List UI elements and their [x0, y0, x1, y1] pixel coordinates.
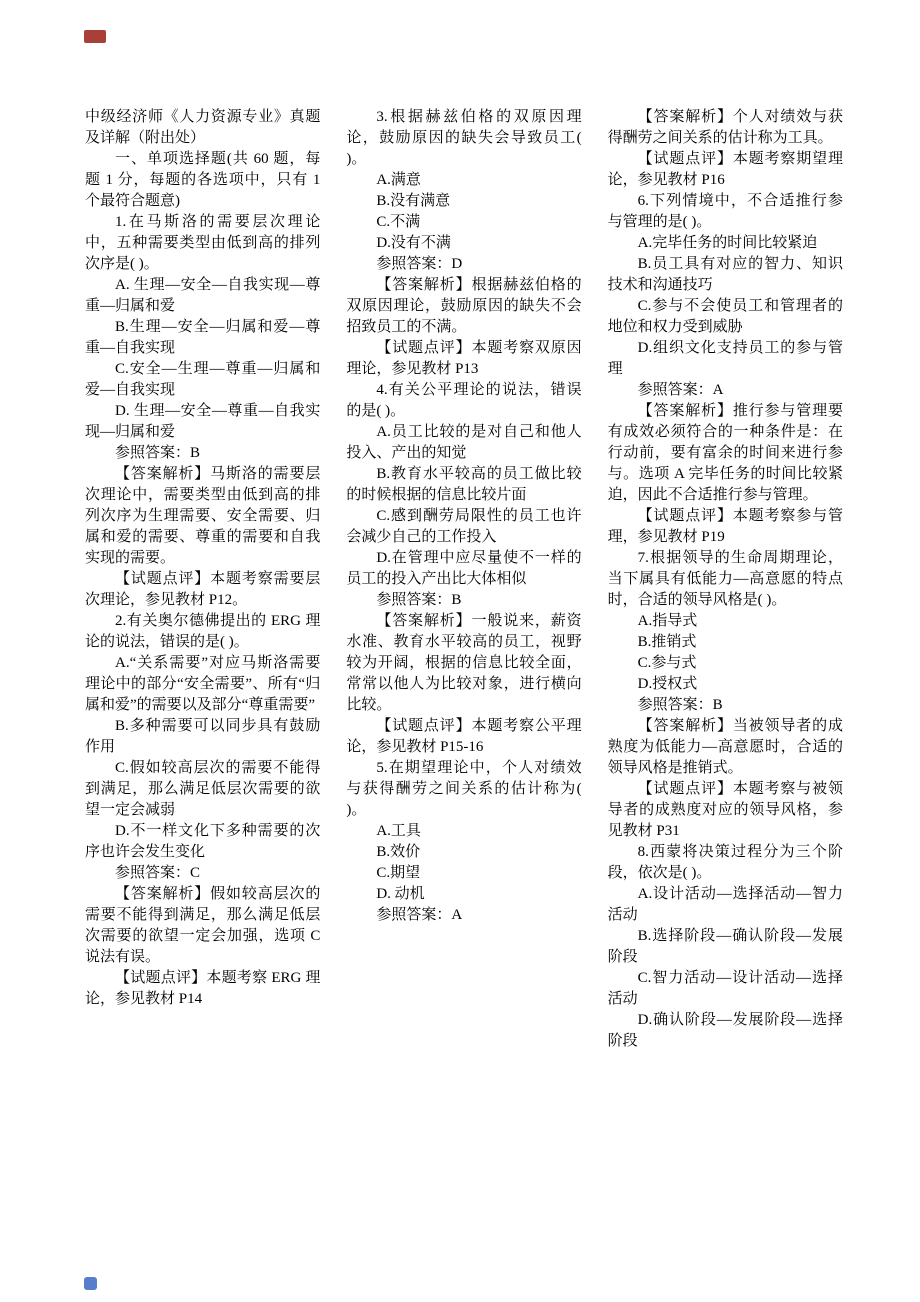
- paragraph-option: A.工具: [376, 823, 421, 839]
- paragraph-review: 【试题点评】本题考察期望理论，参见教材 P16: [607, 151, 843, 188]
- paragraph-option: A.指导式: [637, 613, 698, 629]
- paragraph-answer: 参照答案：B: [637, 697, 723, 713]
- paragraph-option: C.假如较高层次的需要不能得到满足，那么满足低层次需要的欲望一定会减弱: [85, 760, 321, 818]
- paragraph-option: A.“关系需要”对应马斯洛需要理论中的部分“安全需要”、所有“归属和爱”的需要以及部分“尊重需要”: [85, 655, 321, 713]
- blue-mark-icon: [84, 1277, 97, 1290]
- paragraph-analysis: 【答案解析】假如较高层次的需要不能得到满足，那么满足低层次需要的欲望一定会加强，选项 C 说法有误。: [85, 886, 321, 965]
- document-page: [85, 107, 843, 1052]
- paragraph-option: B.教育水平较高的员工做比较的时候根据的信息比较片面: [346, 466, 582, 503]
- paragraph-analysis: 【答案解析】一般说来，薪资水准、教育水平较高的员工，视野较为开阔，根据的信息比较全面，常常以他人为比较对象，进行横向比较。: [346, 613, 582, 713]
- paragraph-option: B.效价: [376, 844, 421, 860]
- paragraph-option: B.推销式: [637, 634, 697, 650]
- paragraph-option: B.员工具有对应的智力、知识技术和沟通技巧: [607, 256, 843, 293]
- paragraph-option: D.授权式: [637, 676, 698, 692]
- paragraph-option: D. 动机: [376, 886, 425, 902]
- paragraph-answer: 参照答案：A: [637, 382, 724, 398]
- paragraph-review: 【试题点评】本题考察需要层次理论，参见教材 P12。: [85, 571, 321, 608]
- paragraph-review: 【试题点评】本题考察与被领导者的成熟度对应的领导风格，参见教材 P31: [607, 781, 843, 839]
- paragraph-option: C.不满: [376, 214, 421, 230]
- paragraph-question: 5.在期望理论中，个人对绩效与获得酬劳之间关系的估计称为( )。: [346, 760, 582, 818]
- paragraph-analysis: 【答案解析】当被领导者的成熟度为低能力—高意愿时，合适的领导风格是推销式。: [607, 718, 843, 776]
- paragraph-option: C.参与不会使员工和管理者的地位和权力受到威胁: [607, 298, 843, 335]
- paragraph-answer: 参照答案：B: [376, 592, 462, 608]
- paragraph-option: A.完毕任务的时间比较紧迫: [637, 235, 818, 251]
- red-stamp-icon: [84, 30, 106, 43]
- paragraph-option: C.感到酬劳局限性的员工也许会减少自己的工作投入: [346, 508, 582, 545]
- column-left: [85, 107, 320, 1052]
- paragraph-option: B.多种需要可以同步具有鼓励作用: [85, 718, 321, 755]
- paragraph-review: 【试题点评】本题考察 ERG 理论，参见教材 P14: [85, 970, 321, 1007]
- paragraph-question: 4.有关公平理论的说法，错误的是( )。: [346, 382, 582, 419]
- paragraph-question: 8.西蒙将决策过程分为三个阶段，依次是( )。: [607, 844, 843, 881]
- paragraph-option: D.没有不满: [376, 235, 451, 251]
- paragraph-analysis: 【答案解析】推行参与管理要有成效必须符合的一种条件是：在行动前，要有富余的时间来进行参与。选项 A 完毕任务的时间比较紧迫，因此不合适推行参与管理。: [607, 403, 843, 503]
- paragraph-analysis: 【答案解析】马斯洛的需要层次理论中，需要类型由低到高的排列次序为生理需要、安全需要、归属和爱的需要、尊重的需要和自我实现的需要。: [85, 466, 321, 566]
- paragraph-option: D.在管理中应尽量使不一样的员工的投入产出比大体相似: [346, 550, 582, 587]
- paragraph-option: C.安全—生理—尊重—归属和爱—自我实现: [85, 361, 321, 398]
- paragraph-option: A.满意: [376, 172, 421, 188]
- paragraph-option: D.确认阶段—发展阶段—选择阶段: [607, 1012, 843, 1049]
- paragraph-option: A.员工比较的是对自己和他人投入、产出的知觉: [346, 424, 582, 461]
- paragraph-option: B.选择阶段—确认阶段—发展阶段: [607, 928, 843, 965]
- paragraph-question: 3.根据赫兹伯格的双原因理论，鼓励原因的缺失会导致员工( )。: [346, 109, 582, 167]
- paragraph-option: B.没有满意: [376, 193, 451, 209]
- paragraph-review: 【试题点评】本题考察参与管理，参见教材 P19: [607, 508, 843, 545]
- paragraph-option: D.组织文化支持员工的参与管理: [607, 340, 843, 377]
- paragraph-option: B.生理—安全—归属和爱—尊重—自我实现: [85, 319, 321, 356]
- paragraph-answer: 参照答案：A: [376, 907, 463, 923]
- paragraph-answer: 参照答案：B: [115, 445, 201, 461]
- paragraph-option: C.智力活动—设计活动—选择活动: [607, 970, 843, 1007]
- paragraph-analysis: 【答案解析】根据赫兹伯格的双原因理论，鼓励原因的缺失不会招致员工的不满。: [346, 277, 582, 335]
- paragraph-option: C.期望: [376, 865, 421, 881]
- paragraph-question: 1.在马斯洛的需要层次理论中，五种需要类型由低到高的排列次序是( )。: [85, 214, 321, 272]
- paragraph-option: D. 生理—安全—尊重—自我实现—归属和爱: [85, 403, 321, 440]
- column-right: [608, 107, 843, 1052]
- paragraph-option: C.参与式: [637, 655, 697, 671]
- paragraph-title: 中级经济师《人力资源专业》真题及详解（附出处）: [85, 109, 321, 146]
- paragraph-section-header: 一、单项选择题(共 60 题，每题 1 分，每题的各选项中，只有 1 个最符合题意): [85, 151, 321, 209]
- paragraph-question: 7.根据领导的生命周期理论，当下属具有低能力—高意愿的特点时，合适的领导风格是( )。: [607, 550, 843, 608]
- paragraph-analysis: 【答案解析】个人对绩效与获得酬劳之间关系的估计称为工具。: [607, 109, 843, 146]
- column-middle: [346, 107, 581, 1052]
- paragraph-option: A.设计活动—选择活动—智力活动: [607, 886, 843, 923]
- paragraph-option: A. 生理—安全—自我实现—尊重—归属和爱: [85, 277, 321, 314]
- paragraph-answer: 参照答案：C: [115, 865, 201, 881]
- paragraph-review: 【试题点评】本题考察公平理论，参见教材 P15-16: [346, 718, 582, 755]
- paragraph-question: 2.有关奥尔德佛提出的 ERG 理论的说法，错误的是( )。: [85, 613, 321, 650]
- paragraph-review: 【试题点评】本题考察双原因理论，参见教材 P13: [346, 340, 582, 377]
- paragraph-question: 6.下列情境中，不合适推行参与管理的是( )。: [607, 193, 843, 230]
- paragraph-answer: 参照答案：D: [376, 256, 463, 272]
- paragraph-option: D.不一样文化下多种需要的次序也许会发生变化: [85, 823, 321, 860]
